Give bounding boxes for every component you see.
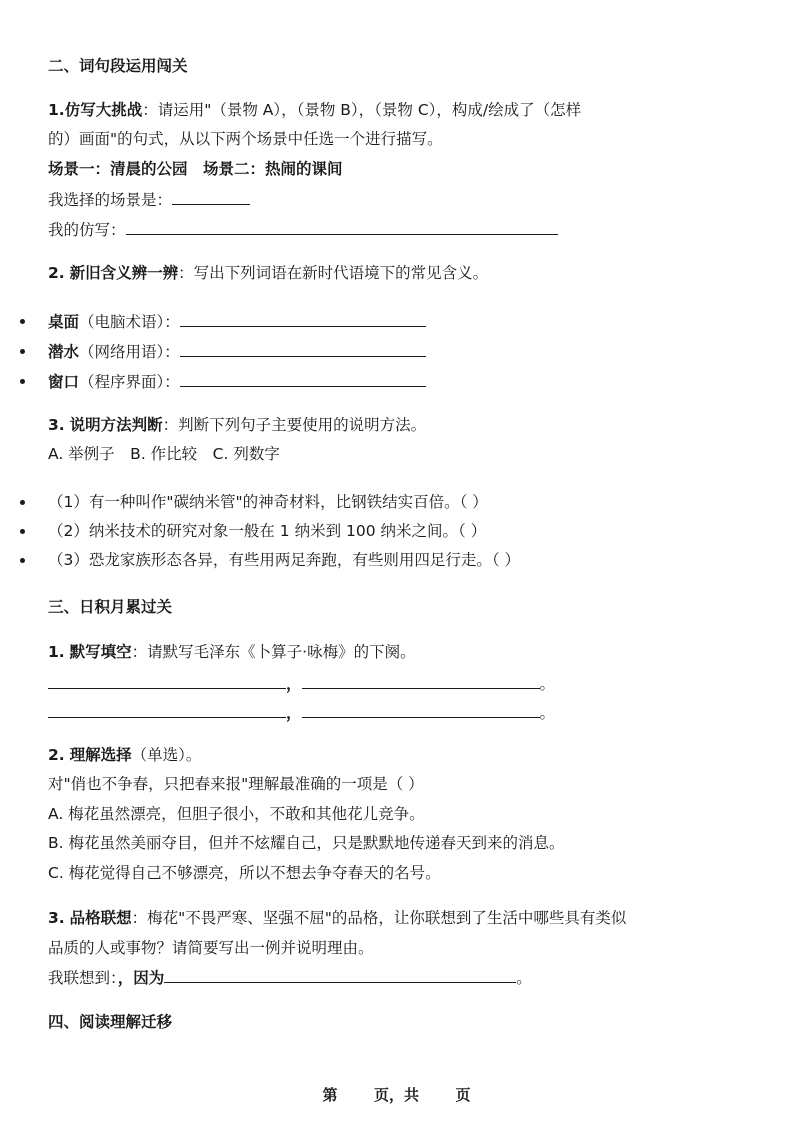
question-2-prompt xyxy=(48,744,201,766)
term-answer-blank[interactable] xyxy=(180,370,426,387)
question-number: 1. xyxy=(48,643,65,661)
scene-choice-row xyxy=(48,188,250,211)
poem-blank-row xyxy=(48,672,555,695)
footer-page-suffix: 页 xyxy=(455,1086,471,1104)
question-3-prompt xyxy=(48,414,426,436)
choice-option[interactable]: A. 梅花虽然漂亮，但胆子很小，不敢和其他花儿竞争。 xyxy=(48,805,425,823)
section-heading: 四、阅读理解迁移 xyxy=(48,1013,173,1031)
bullet-icon xyxy=(20,319,25,324)
bullet-icon xyxy=(20,529,25,534)
bullet-icon xyxy=(20,558,25,563)
choice-option[interactable]: C. 梅花觉得自己不够漂亮，所以不想去争夺春天的名号。 xyxy=(48,864,441,882)
question-title-suffix: （单选）。 xyxy=(131,746,202,764)
poem-blank[interactable] xyxy=(302,672,540,689)
footer-page-prefix: 第 xyxy=(322,1086,338,1104)
term-note: （程序界面）： xyxy=(79,373,180,391)
question-title: 仿写大挑战 xyxy=(64,101,143,119)
term-answer-blank[interactable] xyxy=(180,310,426,327)
question-text: ：梅花"不畏严寒、坚强不屈"的品格，让你联想到了生活中哪些具有类似 xyxy=(131,909,627,927)
question-text: ：请默写毛泽东《卜算子·咏梅》的下阕。 xyxy=(131,643,416,661)
question-text: ：写出下列词语在新时代语境下的常见含义。 xyxy=(178,264,489,282)
poem-period: 。 xyxy=(539,675,556,693)
scene-choice-label: 我选择的场景是： xyxy=(48,191,173,209)
question-title: 理解选择 xyxy=(69,746,132,764)
poem-blank[interactable] xyxy=(302,701,540,718)
poem-period: 。 xyxy=(539,704,556,722)
question-3-prompt xyxy=(48,907,626,929)
question-2-prompt xyxy=(48,262,488,284)
question-number: 2. xyxy=(48,264,65,282)
question-title: 默写填空 xyxy=(69,643,132,661)
poem-blank[interactable] xyxy=(48,672,286,689)
judgment-sentence: （1）有一种叫作"碳纳米管"的神奇材料，比钢铁结实百倍。（ ） xyxy=(48,493,488,511)
poem-comma: ， xyxy=(286,675,302,693)
question-text-cont: 品质的人或事物？请简要写出一例并说明理由。 xyxy=(48,939,374,957)
method-options: A. 举例子 B. 作比较 C. 列数字 xyxy=(48,445,280,463)
reason-blank[interactable] xyxy=(164,966,516,983)
question-title: 新旧含义辨一辨 xyxy=(69,264,179,282)
question-title: 说明方法判断 xyxy=(69,416,163,434)
term-word: 潜水 xyxy=(48,343,80,361)
poem-blank-row xyxy=(48,701,555,724)
question-number: 3. xyxy=(48,416,65,434)
question-title: 品格联想 xyxy=(69,909,132,927)
bullet-icon xyxy=(20,349,25,354)
association-row xyxy=(48,966,532,989)
question-text: ：判断下列句子主要使用的说明方法。 xyxy=(162,416,427,434)
footer-page-total: 页，共 xyxy=(373,1086,419,1104)
question-number: 3. xyxy=(48,909,65,927)
choice-option[interactable]: B. 梅花虽然美丽夺目，但并不炫耀自己，只是默默地传递春天到来的消息。 xyxy=(48,834,565,852)
term-note: （电脑术语）： xyxy=(79,313,180,331)
term-note: （网络用语）： xyxy=(79,343,180,361)
page-footer xyxy=(0,1084,793,1105)
association-label: 我联想到： xyxy=(48,969,118,987)
question-number: 2. xyxy=(48,746,65,764)
imitation-blank[interactable] xyxy=(126,218,558,235)
judgment-sentence: （2）纳米技术的研究对象一般在 1 纳米到 100 纳米之间。（ ） xyxy=(48,522,487,540)
reason-period: 。 xyxy=(516,969,532,987)
bullet-icon xyxy=(20,379,25,384)
term-answer-blank[interactable] xyxy=(180,340,426,357)
scene-options: 场景一：清晨的公园 场景二：热闹的课间 xyxy=(48,160,343,178)
question-1-prompt xyxy=(48,99,581,121)
choice-question: 对"俏也不争春，只把春来报"理解最准确的一项是（ ） xyxy=(48,775,424,793)
because-label: ，因为 xyxy=(117,969,165,987)
section-heading: 二、词句段运用闯关 xyxy=(48,57,188,75)
poem-comma: ， xyxy=(286,704,302,722)
term-word: 桌面 xyxy=(48,313,80,331)
scene-choice-blank[interactable] xyxy=(172,188,250,205)
judgment-sentence: （3）恐龙家族形态各异，有些用两足奔跑，有些则用四足行走。（ ） xyxy=(48,551,521,569)
question-1-prompt xyxy=(48,641,416,663)
term-word: 窗口 xyxy=(48,373,80,391)
section-heading: 三、日积月累过关 xyxy=(48,598,173,616)
bullet-icon xyxy=(20,500,25,505)
question-number: 1. xyxy=(48,101,65,119)
imitation-label: 我的仿写： xyxy=(48,221,126,239)
imitation-row xyxy=(48,218,558,241)
question-text: ：请运用"（景物 A），（景物 B），（景物 C），构成/绘成了（怎样 xyxy=(142,101,582,119)
question-text-cont: 的）画面"的句式，从以下两个场景中任选一个进行描写。 xyxy=(48,130,443,148)
poem-blank[interactable] xyxy=(48,701,286,718)
